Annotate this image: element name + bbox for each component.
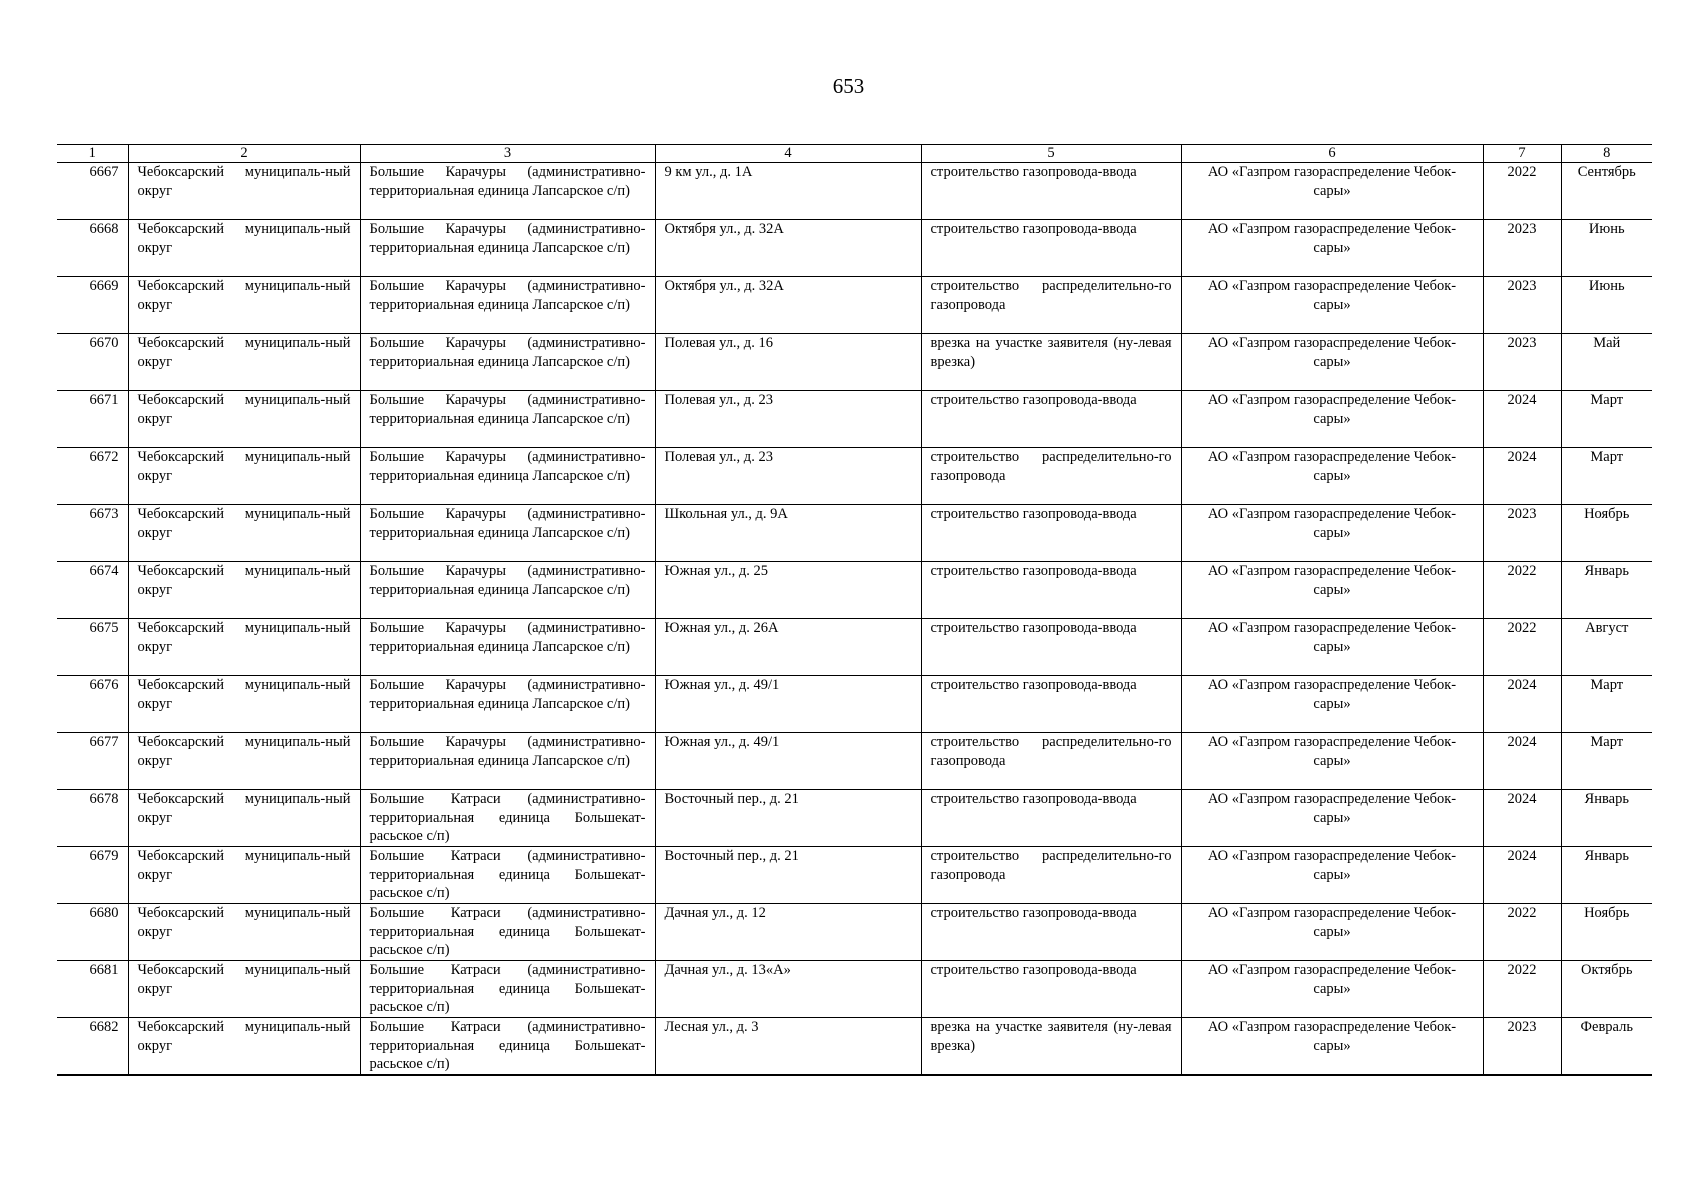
year-cell: 2023: [1483, 1018, 1561, 1076]
settlement-cell: Большие Карачуры (административно-территориальная единица Лапсарское с/п): [360, 733, 655, 790]
work-type-cell: строительство газопровода-ввода: [921, 676, 1181, 733]
organization-cell: АО «Газпром газораспределение Чебок-сары»: [1181, 391, 1483, 448]
year-cell: 2024: [1483, 790, 1561, 847]
table-row: [57, 619, 1652, 676]
municipality-cell: Чебоксарский муниципаль-ный округ: [128, 163, 360, 220]
gas-pipeline-registry-table: [57, 144, 1652, 1076]
address-cell: Южная ул., д. 49/1: [655, 733, 921, 790]
municipality-cell: Чебоксарский муниципаль-ный округ: [128, 505, 360, 562]
page-number: 653: [832, 74, 865, 98]
column-header: 6: [1181, 145, 1483, 163]
address-cell: Полевая ул., д. 23: [655, 391, 921, 448]
settlement-cell: Большие Карачуры (административно-территориальная единица Лапсарское с/п): [360, 562, 655, 619]
month-cell: Сентябрь: [1561, 163, 1652, 220]
address-cell: Дачная ул., д. 12: [655, 904, 921, 961]
year-cell: 2023: [1483, 334, 1561, 391]
municipality-cell: Чебоксарский муниципаль-ный округ: [128, 391, 360, 448]
organization-cell: АО «Газпром газораспределение Чебок-сары»: [1181, 505, 1483, 562]
organization-cell: АО «Газпром газораспределение Чебок-сары»: [1181, 562, 1483, 619]
row-number-cell: 6676: [57, 676, 128, 733]
month-cell: Январь: [1561, 790, 1652, 847]
work-type-cell: строительство распределительно-го газопровода: [921, 448, 1181, 505]
address-cell: Южная ул., д. 25: [655, 562, 921, 619]
organization-cell: АО «Газпром газораспределение Чебок-сары»: [1181, 1018, 1483, 1076]
year-cell: 2022: [1483, 562, 1561, 619]
month-cell: Январь: [1561, 847, 1652, 904]
column-header: 2: [128, 145, 360, 163]
address-cell: Школьная ул., д. 9А: [655, 505, 921, 562]
row-number-cell: 6674: [57, 562, 128, 619]
municipality-cell: Чебоксарский муниципаль-ный округ: [128, 676, 360, 733]
work-type-cell: строительство распределительно-го газопровода: [921, 733, 1181, 790]
month-cell: Октябрь: [1561, 961, 1652, 1018]
column-number-row: [57, 145, 1652, 163]
table-row: [57, 847, 1652, 904]
year-cell: 2022: [1483, 163, 1561, 220]
work-type-cell: врезка на участке заявителя (ну-левая врезка): [921, 1018, 1181, 1076]
work-type-cell: строительство газопровода-ввода: [921, 505, 1181, 562]
table-row: [57, 790, 1652, 847]
year-cell: 2024: [1483, 448, 1561, 505]
row-number-cell: 6672: [57, 448, 128, 505]
municipality-cell: Чебоксарский муниципаль-ный округ: [128, 904, 360, 961]
month-cell: Июнь: [1561, 277, 1652, 334]
address-cell: Восточный пер., д. 21: [655, 847, 921, 904]
organization-cell: АО «Газпром газораспределение Чебок-сары»: [1181, 619, 1483, 676]
municipality-cell: Чебоксарский муниципаль-ный округ: [128, 448, 360, 505]
address-cell: Восточный пер., д. 21: [655, 790, 921, 847]
address-cell: Лесная ул., д. 3: [655, 1018, 921, 1076]
year-cell: 2023: [1483, 220, 1561, 277]
year-cell: 2022: [1483, 961, 1561, 1018]
municipality-cell: Чебоксарский муниципаль-ный округ: [128, 277, 360, 334]
work-type-cell: строительство газопровода-ввода: [921, 220, 1181, 277]
organization-cell: АО «Газпром газораспределение Чебок-сары»: [1181, 961, 1483, 1018]
month-cell: Июнь: [1561, 220, 1652, 277]
table-row: [57, 505, 1652, 562]
settlement-cell: Большие Катраси (административно-территориальная единица Большекат-расьское с/п): [360, 904, 655, 961]
settlement-cell: Большие Катраси (административно-территориальная единица Большекат-расьское с/п): [360, 847, 655, 904]
column-header: 4: [655, 145, 921, 163]
work-type-cell: строительство газопровода-ввода: [921, 619, 1181, 676]
year-cell: 2024: [1483, 676, 1561, 733]
table-row: [57, 904, 1652, 961]
settlement-cell: Большие Катраси (административно-территориальная единица Большекат-расьское с/п): [360, 1018, 655, 1076]
month-cell: Январь: [1561, 562, 1652, 619]
settlement-cell: Большие Карачуры (административно-территориальная единица Лапсарское с/п): [360, 619, 655, 676]
settlement-cell: Большие Карачуры (административно-территориальная единица Лапсарское с/п): [360, 448, 655, 505]
table-row: [57, 676, 1652, 733]
municipality-cell: Чебоксарский муниципаль-ный округ: [128, 619, 360, 676]
organization-cell: АО «Газпром газораспределение Чебок-сары»: [1181, 904, 1483, 961]
row-number-cell: 6682: [57, 1018, 128, 1076]
work-type-cell: строительство газопровода-ввода: [921, 790, 1181, 847]
table-body: [57, 163, 1652, 1076]
row-number-cell: 6670: [57, 334, 128, 391]
table-row: [57, 220, 1652, 277]
column-header: 7: [1483, 145, 1561, 163]
address-cell: Октября ул., д. 32А: [655, 277, 921, 334]
municipality-cell: Чебоксарский муниципаль-ный округ: [128, 334, 360, 391]
year-cell: 2023: [1483, 505, 1561, 562]
settlement-cell: Большие Катраси (административно-территориальная единица Большекат-расьское с/п): [360, 790, 655, 847]
municipality-cell: Чебоксарский муниципаль-ный округ: [128, 847, 360, 904]
municipality-cell: Чебоксарский муниципаль-ный округ: [128, 790, 360, 847]
column-header: 8: [1561, 145, 1652, 163]
year-cell: 2024: [1483, 733, 1561, 790]
year-cell: 2023: [1483, 277, 1561, 334]
row-number-cell: 6669: [57, 277, 128, 334]
month-cell: Март: [1561, 448, 1652, 505]
settlement-cell: Большие Карачуры (административно-территориальная единица Лапсарское с/п): [360, 277, 655, 334]
address-cell: Октября ул., д. 32А: [655, 220, 921, 277]
address-cell: Полевая ул., д. 23: [655, 448, 921, 505]
month-cell: Март: [1561, 733, 1652, 790]
column-header: 3: [360, 145, 655, 163]
settlement-cell: Большие Карачуры (административно-территориальная единица Лапсарское с/п): [360, 505, 655, 562]
table-row: [57, 391, 1652, 448]
column-header: 5: [921, 145, 1181, 163]
work-type-cell: врезка на участке заявителя (ну-левая врезка): [921, 334, 1181, 391]
table-row: [57, 961, 1652, 1018]
row-number-cell: 6681: [57, 961, 128, 1018]
month-cell: Ноябрь: [1561, 505, 1652, 562]
settlement-cell: Большие Карачуры (административно-территориальная единица Лапсарское с/п): [360, 220, 655, 277]
municipality-cell: Чебоксарский муниципаль-ный округ: [128, 562, 360, 619]
municipality-cell: Чебоксарский муниципаль-ный округ: [128, 733, 360, 790]
month-cell: Август: [1561, 619, 1652, 676]
organization-cell: АО «Газпром газораспределение Чебок-сары»: [1181, 448, 1483, 505]
work-type-cell: строительство газопровода-ввода: [921, 163, 1181, 220]
settlement-cell: Большие Карачуры (административно-территориальная единица Лапсарское с/п): [360, 334, 655, 391]
row-number-cell: 6673: [57, 505, 128, 562]
organization-cell: АО «Газпром газораспределение Чебок-сары»: [1181, 277, 1483, 334]
work-type-cell: строительство газопровода-ввода: [921, 391, 1181, 448]
settlement-cell: Большие Карачуры (административно-территориальная единица Лапсарское с/п): [360, 676, 655, 733]
row-number-cell: 6679: [57, 847, 128, 904]
address-cell: Южная ул., д. 26А: [655, 619, 921, 676]
settlement-cell: Большие Карачуры (административно-территориальная единица Лапсарское с/п): [360, 391, 655, 448]
work-type-cell: строительство газопровода-ввода: [921, 961, 1181, 1018]
organization-cell: АО «Газпром газораспределение Чебок-сары»: [1181, 334, 1483, 391]
row-number-cell: 6668: [57, 220, 128, 277]
row-number-cell: 6667: [57, 163, 128, 220]
municipality-cell: Чебоксарский муниципаль-ный округ: [128, 1018, 360, 1076]
address-cell: Полевая ул., д. 16: [655, 334, 921, 391]
work-type-cell: строительство газопровода-ввода: [921, 904, 1181, 961]
address-cell: Южная ул., д. 49/1: [655, 676, 921, 733]
work-type-cell: строительство распределительно-го газопровода: [921, 847, 1181, 904]
table-row: [57, 448, 1652, 505]
year-cell: 2022: [1483, 619, 1561, 676]
table-row: [57, 1018, 1652, 1076]
settlement-cell: Большие Карачуры (административно-территориальная единица Лапсарское с/п): [360, 163, 655, 220]
table-row: [57, 334, 1652, 391]
organization-cell: АО «Газпром газораспределение Чебок-сары»: [1181, 163, 1483, 220]
organization-cell: АО «Газпром газораспределение Чебок-сары»: [1181, 676, 1483, 733]
column-header: 1: [57, 145, 128, 163]
organization-cell: АО «Газпром газораспределение Чебок-сары»: [1181, 220, 1483, 277]
month-cell: Ноябрь: [1561, 904, 1652, 961]
municipality-cell: Чебоксарский муниципаль-ный округ: [128, 220, 360, 277]
year-cell: 2022: [1483, 904, 1561, 961]
year-cell: 2024: [1483, 391, 1561, 448]
table-row: [57, 562, 1652, 619]
month-cell: Март: [1561, 391, 1652, 448]
month-cell: Май: [1561, 334, 1652, 391]
row-number-cell: 6675: [57, 619, 128, 676]
row-number-cell: 6677: [57, 733, 128, 790]
month-cell: Февраль: [1561, 1018, 1652, 1076]
year-cell: 2024: [1483, 847, 1561, 904]
address-cell: Дачная ул., д. 13«А»: [655, 961, 921, 1018]
table-row: [57, 277, 1652, 334]
work-type-cell: строительство газопровода-ввода: [921, 562, 1181, 619]
municipality-cell: Чебоксарский муниципаль-ный округ: [128, 961, 360, 1018]
row-number-cell: 6671: [57, 391, 128, 448]
organization-cell: АО «Газпром газораспределение Чебок-сары»: [1181, 847, 1483, 904]
work-type-cell: строительство распределительно-го газопровода: [921, 277, 1181, 334]
address-cell: 9 км ул., д. 1А: [655, 163, 921, 220]
table-row: [57, 163, 1652, 220]
month-cell: Март: [1561, 676, 1652, 733]
settlement-cell: Большие Катраси (административно-территориальная единица Большекат-расьское с/п): [360, 961, 655, 1018]
row-number-cell: 6680: [57, 904, 128, 961]
organization-cell: АО «Газпром газораспределение Чебок-сары»: [1181, 790, 1483, 847]
organization-cell: АО «Газпром газораспределение Чебок-сары»: [1181, 733, 1483, 790]
table-row: [57, 733, 1652, 790]
row-number-cell: 6678: [57, 790, 128, 847]
